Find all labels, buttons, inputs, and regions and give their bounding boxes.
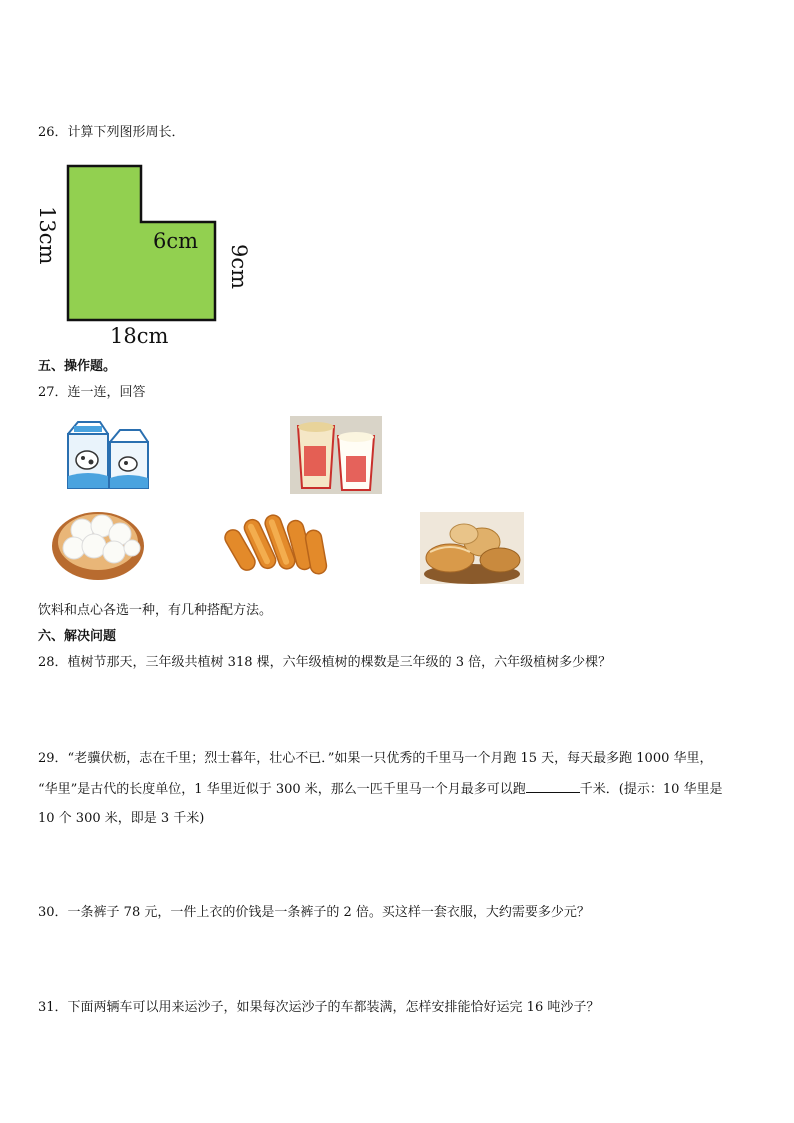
label-9cm: 9cm — [227, 244, 251, 290]
milk-carton-right — [110, 430, 148, 488]
cup-left — [298, 422, 334, 488]
label-18cm: 18cm — [110, 324, 169, 348]
question-30: 30．一条裤子 78 元，一件上衣的价钱是一条裤子的 2 倍。买这样一套衣服，大约需要多少元？ — [38, 905, 590, 920]
question-31: 31．下面两辆车可以用来运沙子，如果每次运沙子的车都装满，怎样安排能恰好运完 16 吨沙子？ — [38, 1000, 600, 1015]
section-6-title: 六、解决问题 — [38, 629, 117, 644]
cup-right — [338, 432, 374, 490]
soy-milk-cups-image — [290, 416, 382, 494]
question-29-line-3: 10 个 300 米，即是 3 千米) — [38, 811, 205, 826]
question-29-line-2b: 千米．(提示：10 华里是 — [579, 782, 723, 797]
section-5-title: 五、操作题。 — [38, 359, 117, 374]
question-29-line-2a: “华里”是古代的长度单位，1 华里近似于 300 米，那么一匹千里马一个月最多可以跑 — [38, 782, 526, 797]
question-27-prompt: 饮料和点心各选一种，有几种搭配方法。 — [38, 603, 273, 618]
l-shape-figure — [34, 160, 264, 350]
milk-carton-left — [68, 422, 108, 488]
fried-dough-sticks-image — [222, 500, 346, 584]
steamed-buns-image — [50, 500, 146, 584]
question-27: 27．连一连，回答 — [38, 385, 146, 400]
label-13cm: 13cm — [35, 206, 59, 265]
label-6cm: 6cm — [153, 229, 199, 253]
answer-blank[interactable] — [526, 780, 580, 793]
bread-image — [420, 512, 524, 584]
question-28: 28．植树节那天，三年级共植树 318 棵，六年级植树的棵数是三年级的 3 倍，六年级植树多少棵？ — [38, 655, 612, 670]
milk-cartons-image — [62, 416, 152, 492]
question-26: 26．计算下列图形周长． — [38, 125, 185, 140]
question-29-line-2 — [38, 780, 723, 799]
question-29-line-1: 29．“老骥伏枥，志在千里；烈士暮年，壮心不已．”如果一只优秀的千里马一个月跑 15 天，每天最多跑 1000 华里， — [38, 751, 713, 766]
